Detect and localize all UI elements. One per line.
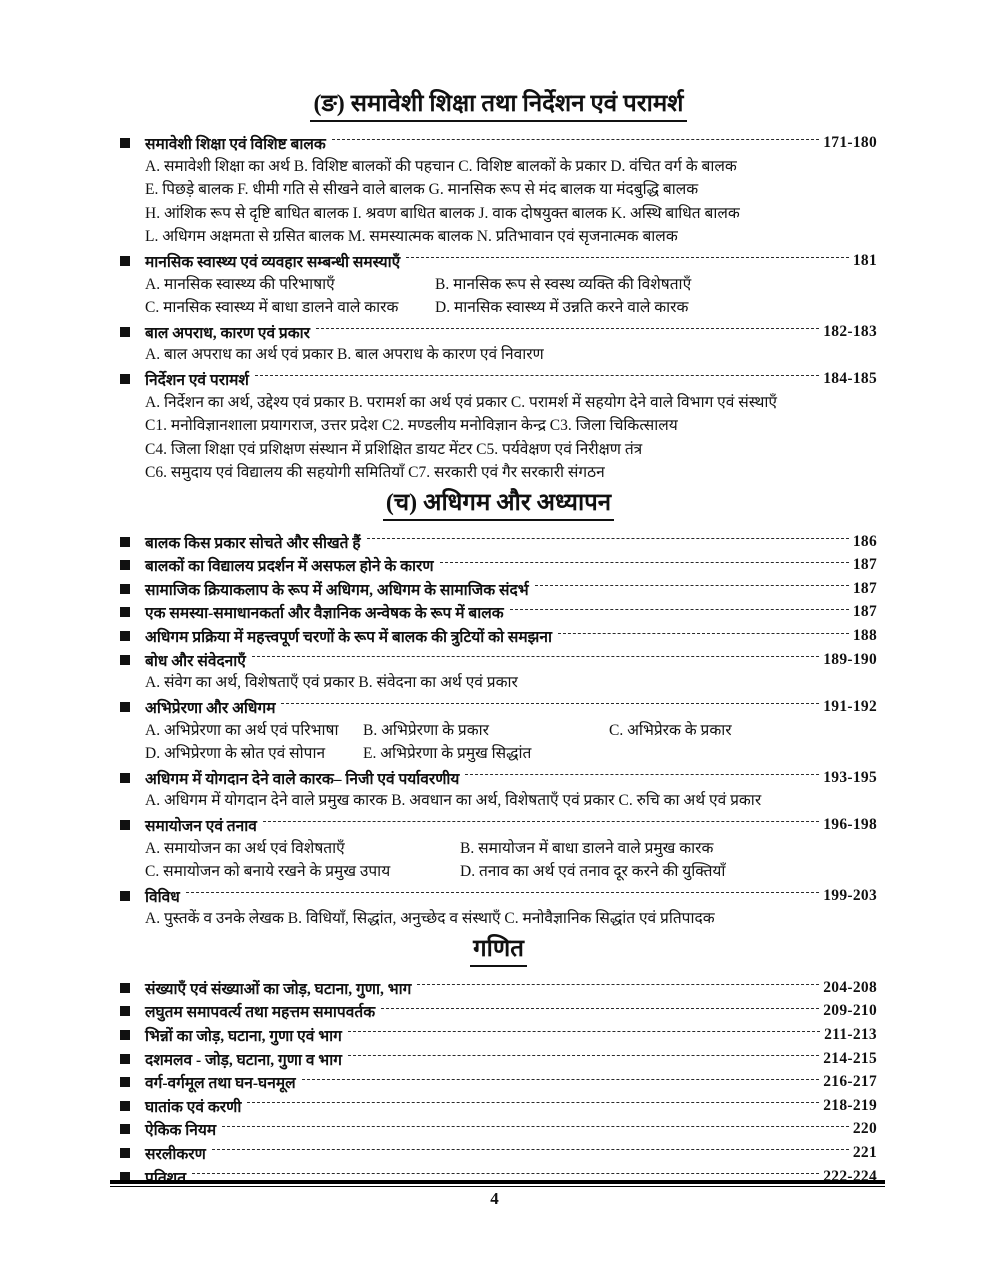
page-range: 218-219 (823, 1096, 877, 1114)
toc-sub-line (120, 225, 877, 249)
toc-entry-title: अधिगम में योगदान देने वाले कारक– निजी एवं पर्यावरणीय (145, 770, 460, 788)
bullet-square-icon (120, 1077, 130, 1087)
dotted-leader (558, 633, 849, 634)
toc-sub-col: A. पुस्तकें व उनके लेखक B. विधियाँ, सिद्धांत, अनुच्छेद व संस्थाएँ C. मनोवैज्ञानिक सिद्धांत एवं प्रतिपादक (145, 910, 715, 928)
page-range: 184-185 (823, 369, 877, 387)
toc-entry-title: अभिप्रेरणा और अधिगम (145, 699, 276, 717)
toc-entry-row (120, 320, 877, 344)
toc-sub-col: A. अधिगम में योगदान देने वाले प्रमुख कारक B. अवधान का अर्थ, विशेषताएँ एवं प्रकार C. रुचि का अर्थ एवं प्रकार (145, 792, 762, 810)
toc-entry-title: बालकों का विद्यालय प्रदर्शन में असफल होने के कारण (145, 558, 434, 576)
toc-entry-title: एक समस्या-समाधानकर्ता और वैज्ञानिक अन्वेषक के रूप में बालक (145, 605, 504, 623)
toc-entry-row (120, 367, 877, 391)
toc-sub-line (120, 155, 877, 179)
toc-sub-col: A. समावेशी शिक्षा का अर्थ B. विशिष्ट बालकों की पहचान C. विशिष्ट बालकों के प्रकार D. वंचित वर्ग के बालक (145, 157, 737, 175)
toc-entry-title: मानसिक स्वास्थ्य एवं व्यवहार सम्बन्धी समस्याएँ (145, 253, 401, 271)
toc-entry-title: समायोजन एवं तनाव (145, 817, 257, 835)
dotted-leader (417, 984, 819, 985)
dotted-leader (212, 1149, 849, 1150)
bullet-square-icon (120, 891, 130, 901)
toc-sub-line (120, 789, 877, 813)
toc-entry-title: विविध (145, 888, 180, 906)
toc-entry-row (120, 1023, 877, 1047)
toc-entry-row (120, 601, 877, 625)
toc-entry-title: ऐकिक नियम (145, 1122, 217, 1140)
page-range: 187 (852, 579, 877, 597)
page-number: 4 (490, 1189, 499, 1208)
toc-entry-row (120, 1141, 877, 1165)
toc-sub-line (120, 343, 877, 367)
toc-entry-title: दशमलव - जोड़, घटाना, गुणा व भाग (145, 1051, 342, 1069)
dotted-leader (332, 139, 819, 140)
dotted-leader (255, 375, 819, 376)
toc-content (120, 86, 877, 1188)
page-range: 196-198 (823, 815, 877, 833)
bullet-square-icon (120, 1054, 130, 1064)
dotted-leader (465, 774, 819, 775)
toc-entry-row (120, 1047, 877, 1071)
bullet-square-icon (120, 1101, 130, 1111)
toc-sub-col: A. अभिप्रेरणा का अर्थ एवं परिभाषा (145, 721, 339, 739)
toc-sub-col: H. आंशिक रूप से दृष्टि बाधित बालक I. श्रवण बाधित बालक J. वाक दोषयुक्त बालक K. अस्थि बाधित बालक (145, 204, 740, 222)
toc-sub-line (120, 391, 877, 415)
toc-entry-row (120, 624, 877, 648)
toc-sub-line (120, 273, 877, 297)
page-range: 199-203 (823, 886, 877, 904)
page-range: 191-192 (823, 697, 877, 715)
toc-entry-row (120, 695, 877, 719)
dotted-leader (222, 1126, 849, 1127)
toc-sub-col: D. मानसिक स्वास्थ्य में उन्नति करने वाले कारक (435, 299, 689, 317)
bullet-square-icon (120, 138, 130, 148)
page-range: 182-183 (823, 322, 877, 340)
toc-entry-title: प्रतिशत (145, 1169, 187, 1187)
dotted-leader (302, 1079, 820, 1080)
dotted-leader (367, 538, 849, 539)
toc-sub-col: C6. समुदाय एवं विद्यालय की सहयोगी समितियाँ C7. सरकारी एवं गैर सरकारी संगठन (145, 464, 605, 482)
toc-sub-line (120, 860, 877, 884)
page-range: 222-224 (823, 1167, 877, 1185)
toc-entry-title: निर्देशन एवं परामर्श (145, 371, 249, 389)
toc-entry-row (120, 766, 877, 790)
bullet-square-icon (120, 1124, 130, 1134)
toc-entry-title: सामाजिक क्रियाकलाप के रूप में अधिगम, अधिगम के सामाजिक संदर्भ (145, 581, 529, 599)
dotted-leader (316, 328, 819, 329)
toc-entry-row (120, 530, 877, 554)
bullet-square-icon (120, 374, 130, 384)
page-range: 211-213 (824, 1025, 877, 1043)
toc-entry-title: बालक किस प्रकार सोचते और सीखते हैं (145, 534, 361, 552)
toc-entry-row (120, 249, 877, 273)
toc-entry-title: लघुतम समापवर्त्य तथा महत्तम समापवर्तक (145, 1004, 376, 1022)
dotted-leader (381, 1008, 819, 1009)
toc-sub-col: C. मानसिक स्वास्थ्य में बाधा डालने वाले कारक (145, 299, 399, 317)
dotted-leader (535, 585, 849, 586)
toc-entry-title: समावेशी शिक्षा एवं विशिष्ट बालक (145, 135, 326, 153)
dotted-leader (192, 1173, 819, 1174)
page-range: 189-190 (823, 650, 877, 668)
toc-sub-col: E. अभिप्रेरणा के प्रमुख सिद्धांत (363, 745, 532, 763)
bullet-square-icon (120, 655, 130, 665)
bullet-square-icon (120, 702, 130, 712)
dotted-leader (263, 821, 819, 822)
toc-sub-col: C4. जिला शिक्षा एवं प्रशिक्षण संस्थान में प्रशिक्षित डायट मेंटर C5. पर्यवेक्षण एवं निरीक्षण तंत्र (145, 440, 643, 458)
toc-entry-row (120, 976, 877, 1000)
page-range: 221 (852, 1143, 877, 1161)
toc-sub-col: L. अधिगम अक्षमता से ग्रसित बालक M. समस्यात्मक बालक N. प्रतिभावान एवं सृजनात्मक बालक (145, 228, 678, 246)
page-range: 209-210 (823, 1002, 877, 1020)
dotted-leader (281, 703, 819, 704)
page-range: 220 (852, 1120, 877, 1138)
dotted-leader (440, 562, 849, 563)
toc-sub-line (120, 438, 877, 462)
page-range: 181 (852, 251, 877, 269)
dotted-leader (186, 892, 819, 893)
bullet-square-icon (120, 773, 130, 783)
toc-sub-col: A. संवेग का अर्थ, विशेषताएँ एवं प्रकार B. संवेदना का अर्थ एवं प्रकार (145, 674, 518, 692)
bullet-square-icon (120, 607, 130, 617)
toc-entry-title: वर्ग-वर्गमूल तथा घन-घनमूल (145, 1075, 296, 1093)
toc-sub-col: C. अभिप्रेरक के प्रकार (609, 721, 732, 739)
section-heading-row (120, 89, 877, 122)
bullet-square-icon (120, 327, 130, 337)
toc-sub-col: A. निर्देशन का अर्थ, उद्देश्य एवं प्रकार B. परामर्श का अर्थ एवं प्रकार C. परामर्श में सहयोग देने वाले विभाग एवं संस्थाएँ (145, 393, 777, 411)
toc-entry-title: भिन्नों का जोड़, घटाना, गुणा एवं भाग (145, 1027, 342, 1045)
toc-sub-line (120, 296, 877, 320)
bullet-square-icon (120, 1030, 130, 1040)
toc-sub-col: E. पिछड़े बालक F. धीमी गति से सीखने वाले बालक G. मानसिक रूप से मंद बालक या मंदबुद्धि बालक (145, 181, 699, 199)
bullet-square-icon (120, 1006, 130, 1016)
page-range: 188 (852, 627, 877, 645)
toc-sub-line (120, 907, 877, 931)
bullet-square-icon (120, 820, 130, 830)
dotted-leader (247, 1102, 819, 1103)
dotted-leader (252, 656, 819, 657)
section-heading-row (120, 488, 877, 521)
dotted-leader (406, 257, 849, 258)
toc-sub-col: D. अभिप्रेरणा के स्रोत एवं सोपान (145, 745, 326, 763)
toc-sub-col: A. बाल अपराध का अर्थ एवं प्रकार B. बाल अपराध के कारण एवं निवारण (145, 346, 544, 364)
bullet-square-icon (120, 631, 130, 641)
dotted-leader (510, 609, 849, 610)
section-heading: (च) अधिगम और अध्यापन (383, 488, 614, 521)
toc-entry-row (120, 131, 877, 155)
toc-entry-row (120, 884, 877, 908)
page-range: 187 (852, 603, 877, 621)
page-range: 193-195 (823, 768, 877, 786)
toc-sub-col: C. समायोजन को बनाये रखने के प्रमुख उपाय (145, 863, 391, 881)
toc-sub-line (120, 461, 877, 485)
toc-sub-col: B. मानसिक रूप से स्वस्थ व्यक्ति की विशेषताएँ (435, 275, 692, 293)
toc-sub-col: C1. मनोविज्ञानशाला प्रयागराज, उत्तर प्रदेश C2. मण्डलीय मनोविज्ञान केन्द्र C3. जिला चिकित्सालय (145, 417, 678, 435)
page-range: 214-215 (823, 1049, 877, 1067)
toc-entry-title: घातांक एवं करणी (145, 1098, 242, 1116)
toc-sub-line (120, 837, 877, 861)
section-heading: (ङ) समावेशी शिक्षा तथा निर्देशन एवं परामर्श (310, 89, 686, 122)
toc-entry-row (120, 1000, 877, 1024)
toc-entry-title: अधिगम प्रक्रिया में महत्त्वपूर्ण चरणों के रूप में बालक की त्रुटियों को समझना (145, 629, 553, 647)
toc-sub-col: B. अभिप्रेरणा के प्रकार (363, 721, 489, 739)
toc-entry-row (120, 813, 877, 837)
toc-entry-row (120, 1070, 877, 1094)
toc-sub-line (120, 414, 877, 438)
page-range: 187 (852, 556, 877, 574)
toc-sub-col: B. समायोजन में बाधा डालने वाले प्रमुख कारक (460, 839, 714, 857)
toc-entry-title: संख्याएँ एवं संख्याओं का जोड़, घटाना, गुणा, भाग (145, 980, 412, 998)
bullet-square-icon (120, 560, 130, 570)
toc-sub-line (120, 719, 877, 743)
section-heading: गणित (470, 934, 527, 967)
toc-entry-row (120, 577, 877, 601)
toc-sub-col: A. समायोजन का अर्थ एवं विशेषताएँ (145, 839, 345, 857)
toc-entry-title: बोध और संवेदनाएँ (145, 652, 246, 670)
dotted-leader (348, 1031, 820, 1032)
bullet-square-icon (120, 1148, 130, 1158)
toc-entry-title: सरलीकरण (145, 1145, 206, 1163)
toc-sub-col: D. तनाव का अर्थ एवं तनाव दूर करने की युक्तियाँ (460, 863, 726, 881)
page-range: 171-180 (823, 133, 877, 151)
toc-entry-row (120, 1118, 877, 1142)
bullet-square-icon (120, 256, 130, 266)
toc-entry-row (120, 554, 877, 578)
toc-sub-col: A. मानसिक स्वास्थ्य की परिभाषाएँ (145, 275, 335, 293)
toc-sub-line (120, 671, 877, 695)
footer-rule (110, 1180, 885, 1187)
page-range: 186 (852, 532, 877, 550)
bullet-square-icon (120, 537, 130, 547)
toc-sub-line (120, 202, 877, 226)
toc-entry-row (120, 1094, 877, 1118)
page-range: 216-217 (823, 1073, 877, 1091)
toc-entry-row (120, 648, 877, 672)
toc-sub-line (120, 178, 877, 202)
page-range: 204-208 (823, 978, 877, 996)
section-heading-row (120, 934, 877, 967)
toc-sub-line (120, 742, 877, 766)
bullet-square-icon (120, 584, 130, 594)
toc-entry-title: बाल अपराध, कारण एवं प्रकार (145, 324, 311, 342)
bullet-square-icon (120, 983, 130, 993)
dotted-leader (348, 1055, 819, 1056)
